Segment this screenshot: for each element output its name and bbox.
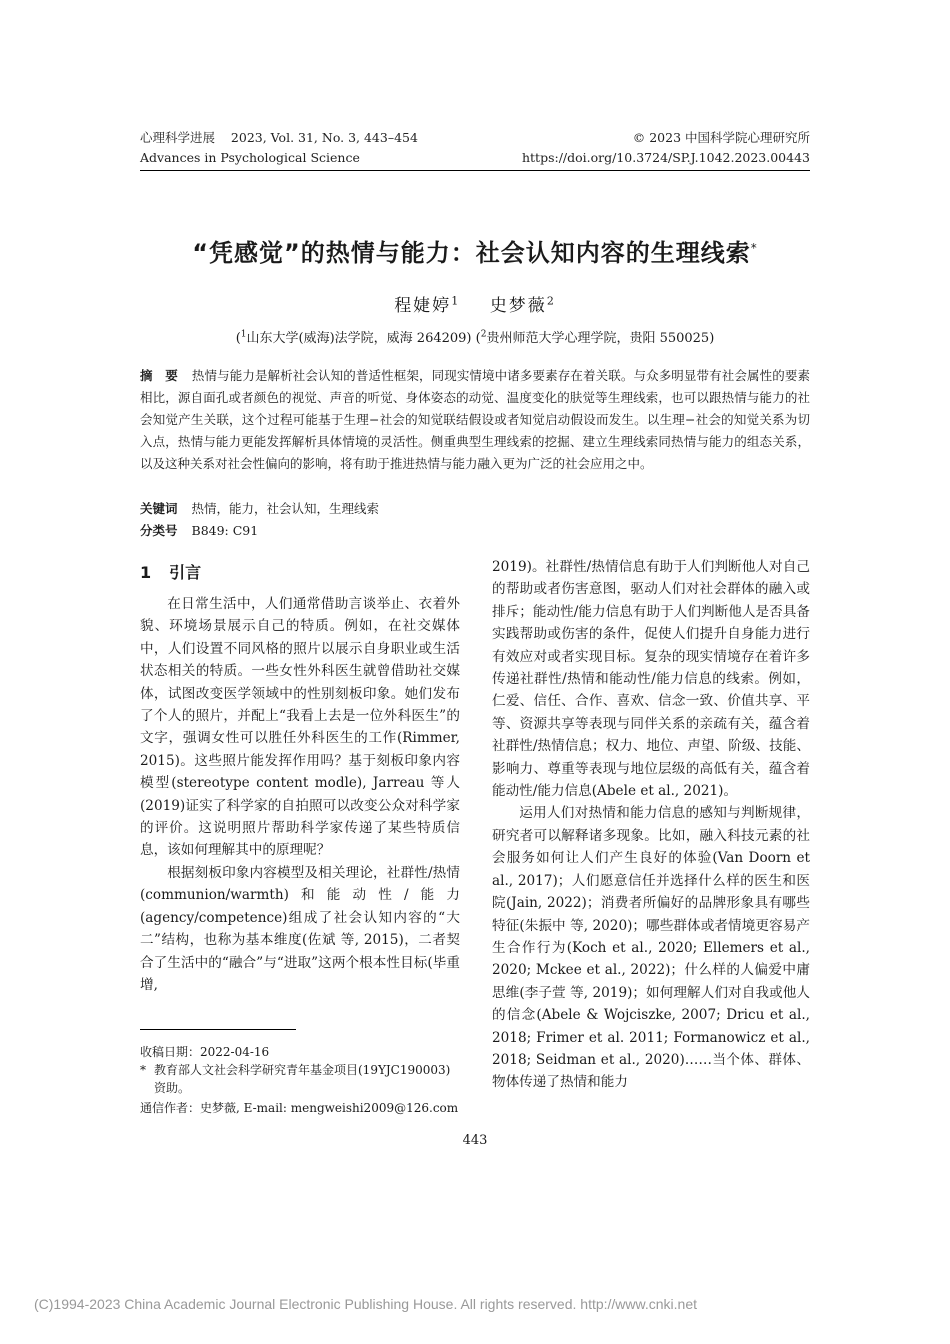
paragraph: 根据刻板印象内容模型及相关理论，社群性/热情(communion/warmth)和能动性/能力(agency/competence)组成了社会认知内容的“大二”结构，也称为基本维度(佐斌 等, 2015)，二者契合了生活中的“融合”与“进取”这两个根本性目标(毕重增, xyxy=(140,864,460,993)
author-1: 程婕婷 xyxy=(394,296,452,316)
keywords-label: 关键词 xyxy=(140,501,178,516)
affil-2: 贵州师范大学心理学院，贵阳 550025) xyxy=(486,331,715,346)
paragraph: 2019)。社群性/热情信息有助于人们判断他人对自己的帮助或者伤害意图，驱动人们对社会群体的融入或排斥；能动性/能力信息有助于人们判断他人是否具备实践帮助或伤害的条件，促使人们提升自身能力进行有效应对或者实现目标。复杂的现实情境存在着许多传递社群性/热情和能动性/能力信息的线索。例如，仁爱、信任、合作、喜欢、信念一致、价值共享、平等、资源共享等表现与同伴关系的亲疏有关，蕴含着社群性/热情信息；权力、地位、声望、阶级、技能、影响力、尊重等表现与地位层级的高低有关，蕴含着能动性/能力信息(Abele et al., 2021)。 xyxy=(492,559,810,800)
title-text: “凭感觉”的热情与能力：社会认知内容的生理线索 xyxy=(192,239,751,267)
fund-text: 教育部人文社会科学研究青年基金项目(19YJC190003)资助。 xyxy=(154,1063,451,1095)
section-title: 引言 xyxy=(169,563,202,582)
title-footnote-mark: * xyxy=(750,241,758,255)
author-2: 史梦薇 xyxy=(489,296,547,316)
abstract-text: 热情与能力是解析社会认知的普适性框架，同现实情境中诸多要素存在着关联。与众多明显带有社会属性的要素相比，源自面孔或者颜色的视觉、声音的听觉、身体姿态的动觉、温度变化的肤觉等生理线索，也可以跟热情与能力的社会知觉产生关联，这个过程可能基于生理−社会的知觉联结假设或者知觉启动假设而发生。以生理−社会的知觉关系为切入点，热情与能力更能发挥解析具体情境的灵活性。侧重典型生理线索的挖掘、建立生理线索同热情与能力的组态关系，以及这种关系对社会性偏向的影响，将有助于推进热情与能力融入更为广泛的社会应用之中。 xyxy=(140,368,810,471)
abstract-label: 摘 要 xyxy=(140,368,178,383)
citation: 2023, Vol. 31, No. 3, 443–454 xyxy=(230,130,418,145)
footnote-corresponding: 通信作者：史梦薇, E-mail: mengweishi2009@126.com xyxy=(140,1101,459,1115)
header-rule xyxy=(140,170,810,171)
author-list xyxy=(0,291,950,316)
journal-citation xyxy=(140,129,418,147)
affiliations: ($^1$山东大学(威海)法学院，威海 264209) ($^2$贵州师范大学心理学院，贵阳 550025) xyxy=(235,329,715,346)
section-heading xyxy=(140,560,219,583)
classification xyxy=(140,521,810,541)
article-title xyxy=(0,233,950,268)
paragraph: 在日常生活中，人们通常借助言谈举止、衣着外貌、环境场景展示自己的特质。例如，在社交媒体中，人们设置不同风格的照片以展示自身职业或生活状态相关的特质。一些女性外科医生就曾借助社交媒体，试图改变医学领域中的性别刻板印象。她们发布了个人的照片，并配上“我看上去是一位外科医生”的文字，强调女性可以胜任外科医生的工作(Rimmer, 2015)。这些照片能发挥作用吗？基于刻板印象内容模型(stereotype content modle), Jarreau 等人(2019)证实了科学家的自拍照可以改变公众对科学家的评价。这说明照片帮助科学家传递了某些特质信息，该如何理解其中的原理呢？ xyxy=(140,596,460,859)
fund-mark: * xyxy=(140,1063,146,1077)
abstract xyxy=(140,365,810,475)
footnote-received: 收稿日期：2022-04-16 xyxy=(140,1045,270,1059)
keywords xyxy=(140,499,810,519)
keywords-text: 热情，能力，社会认知，生理线索 xyxy=(191,501,380,516)
copyright: © 2023 中国科学院心理研究所 xyxy=(632,130,810,145)
paragraph: 运用人们对热情和能力信息的感知与判断规律，研究者可以解释诸多现象。比如，融入科技元素的社会服务如何让人们产生良好的体验(Van Doorn et al., 2017)；人们愿意信任并选择什么样的医生和医院(Jain, 2022)；消费者所偏好的品牌形象具有哪些特征(朱振中 等, 2020)；哪些群体或者情境更容易产生合作行为(Koch et al., 2020; Ellemers et al., 2020; Mckee et al., 2022)；什么样的人偏爱中庸思维(李子萱 等, 2019)；如何理解人们对自我或他人的信念(Abele & Wojciszke, 2007; Dricu et al., 2018; Frimer et al. 2011; Formanowicz et al., 2018; Seidman et al., 2020)……当个体、群体、物体传递了热情和能力 xyxy=(492,805,810,1091)
affil-2-mark: 2 xyxy=(480,329,487,340)
author-2-affil: 2 xyxy=(546,294,556,308)
affil-1-mark: 1 xyxy=(240,329,247,340)
body-right-column xyxy=(492,556,810,1094)
footnote-fund xyxy=(140,1061,460,1097)
section-number: 1 xyxy=(140,563,152,582)
affil-1: 山东大学(威海)法学院，威海 264209) ( xyxy=(246,331,481,346)
classification-text: B849: C91 xyxy=(191,523,259,538)
page-number: 443 xyxy=(462,1133,488,1148)
doi-link[interactable]: https://doi.org/10.3724/SP.J.1042.2023.00443 xyxy=(521,150,810,165)
author-1-affil: 1 xyxy=(451,294,461,308)
journal-name-en: Advances in Psychological Science xyxy=(140,150,360,165)
cnki-footer: (C)1994-2023 China Academic Journal Electronic Publishing House. All rights reserved. http://www.cnki.net xyxy=(34,1296,697,1312)
body-left-column xyxy=(140,593,460,996)
journal-name-cn: 心理科学进展 xyxy=(140,130,216,145)
footnote-rule xyxy=(140,1029,296,1030)
classification-label: 分类号 xyxy=(140,523,178,538)
